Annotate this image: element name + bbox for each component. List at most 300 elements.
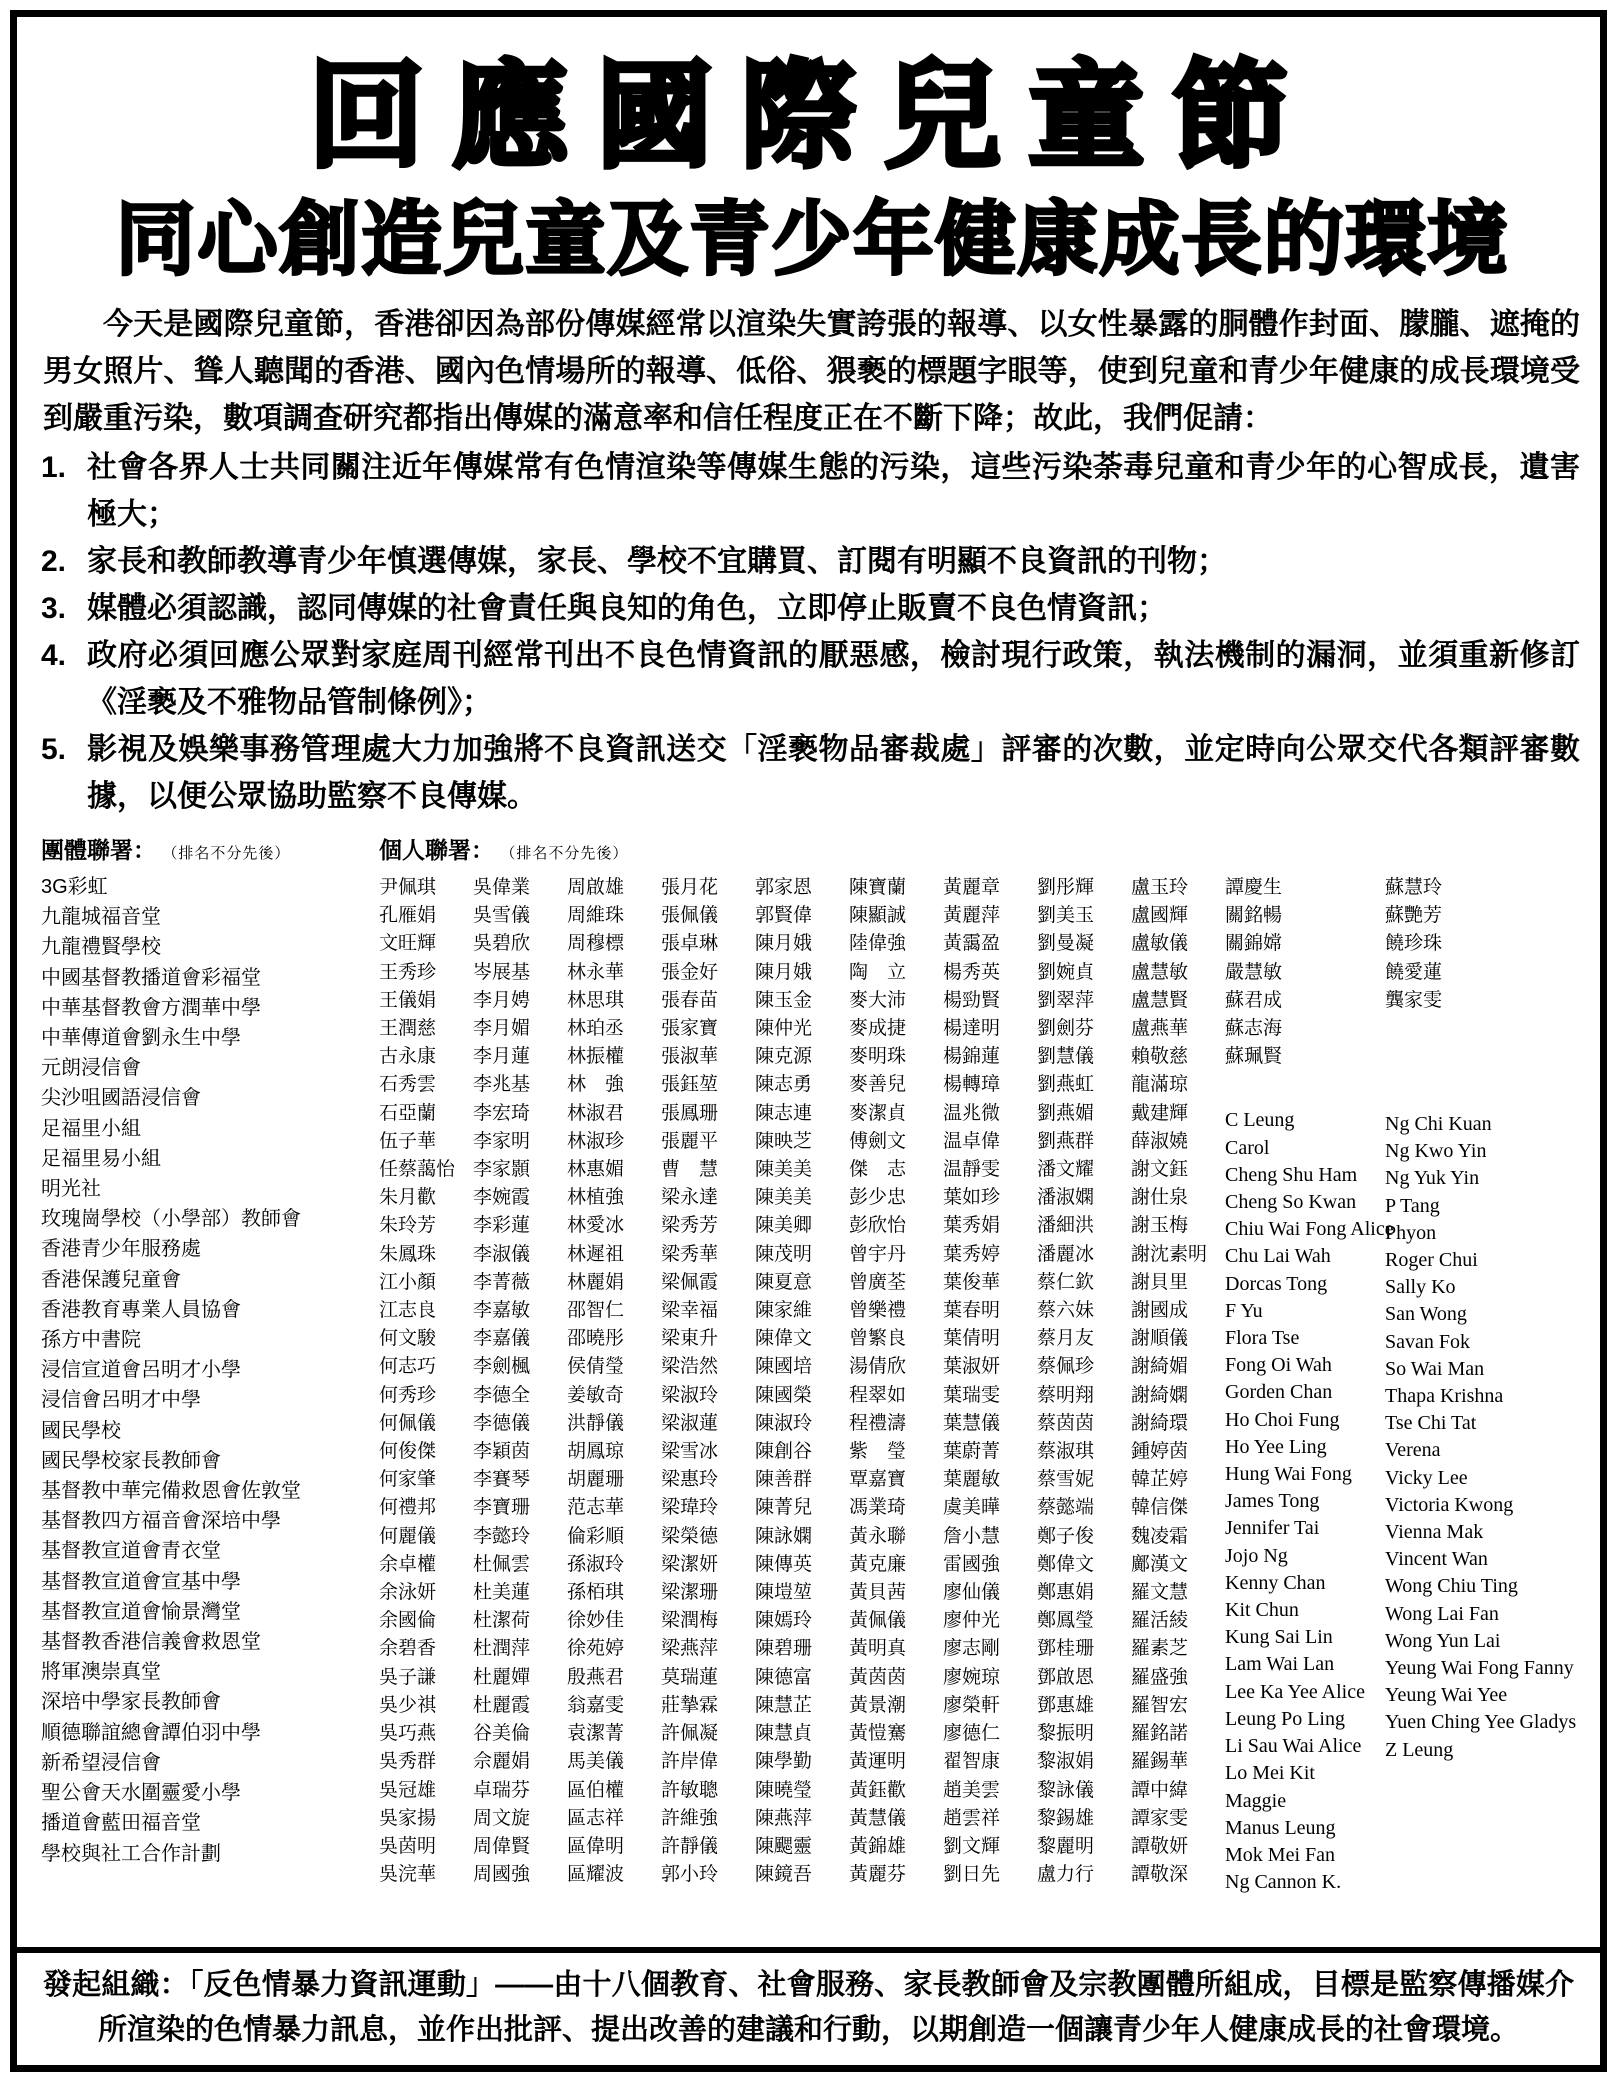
signatory-name: 鄭子俊	[1037, 1525, 1095, 1547]
signatory-name: 劉美玉	[1037, 905, 1095, 927]
organization-name: 國民學校家長教師會	[41, 1449, 221, 1472]
signatory-name: 杜佩雲	[473, 1553, 531, 1575]
signatory-name: 孫淑玲	[567, 1553, 625, 1575]
signatory-name: 蘇志海	[1225, 1018, 1283, 1040]
signatory-name: 鄭鳳瑩	[1037, 1610, 1095, 1632]
demand-item	[41, 538, 1584, 585]
signatory-name: 李嘉敏	[473, 1300, 531, 1322]
demand-number: 4.	[41, 639, 67, 672]
organization-name: 播道會藍田福音堂	[41, 1812, 201, 1835]
signatory-name: 尹佩琪	[379, 877, 437, 898]
signatory-name: 鄧惠雄	[1037, 1694, 1095, 1716]
signatory-name: Yeung Wai Yee	[1385, 1684, 1508, 1707]
signatory-name: 陳創谷	[755, 1441, 813, 1463]
signatory-name: 佘麗娟	[473, 1751, 531, 1773]
signatory-name: 吳秀群	[379, 1751, 437, 1773]
signatory-name: 李家顥	[473, 1159, 531, 1181]
signatory-name: 程翠如	[849, 1384, 907, 1406]
signatory-name: 魏凌霜	[1131, 1525, 1189, 1547]
signatory-name: 黃麗章	[943, 877, 1001, 898]
organization-name: 香港青少年服務處	[41, 1238, 201, 1261]
column-gap	[1225, 1071, 1385, 1107]
signature-column	[1385, 874, 1589, 1896]
signatory-name: 王秀珍	[379, 961, 437, 983]
signatory-name: 徐妙佳	[567, 1610, 625, 1632]
signatory-name: 李月蓮	[473, 1046, 531, 1068]
signatory-name: 林思琪	[567, 989, 625, 1011]
signatory-name: Chu Lai Wah	[1225, 1245, 1331, 1268]
signatory-name: 李寶珊	[473, 1497, 531, 1519]
signatory-name: 黃愷騫	[849, 1723, 907, 1745]
demand-text: 社會各界人士共同關注近年傳媒常有色情渲染等傳媒生態的污染，這些污染荼毒兒童和青少年的心智成長，遺害極大；	[87, 451, 1580, 531]
signatory-name: 黃茵茵	[849, 1666, 907, 1688]
signatory-name: 謝文鈺	[1131, 1159, 1189, 1181]
signatory-name: 胡麗珊	[567, 1469, 625, 1491]
signatory-name: 倫彩順	[567, 1525, 625, 1547]
signatory-name: 李月娉	[473, 989, 531, 1011]
signatory-name: Wong Lai Fan	[1385, 1602, 1499, 1625]
signatory-name: 葉秀婷	[943, 1243, 1001, 1265]
signatory-name: 林珀丞	[567, 1018, 625, 1040]
signatory-name: Vienna Mak	[1385, 1521, 1484, 1544]
organization-name: 3G彩虹	[41, 876, 108, 898]
signatory-name: 羅智宏	[1131, 1694, 1189, 1716]
demand-number: 3.	[41, 592, 67, 625]
signatory-name: 黃佩儀	[849, 1610, 907, 1632]
signatory-name: 韓信傑	[1131, 1497, 1189, 1519]
signatory-name: 李菁薇	[473, 1271, 531, 1293]
signatory-name: Wong Yun Lai	[1385, 1629, 1501, 1652]
signatory-name: 林遲祖	[567, 1243, 625, 1265]
signatory-name: 李懿玲	[473, 1525, 531, 1547]
organization-name: 基督教中華完備救恩會佐敦堂	[41, 1480, 301, 1503]
signatory-name: 譚家雯	[1131, 1807, 1189, 1829]
main-title: 回應國際兒童節	[308, 51, 1317, 181]
signatory-name: 廖志剛	[943, 1638, 1001, 1660]
signatory-name: 周穆標	[567, 933, 625, 955]
signatory-name: 陳嫣玲	[755, 1610, 813, 1632]
signatory-name: 陳美美	[755, 1159, 813, 1181]
signatory-name: 朱玲芳	[379, 1215, 437, 1237]
signatory-name: Vicky Lee	[1385, 1466, 1468, 1489]
signatory-name: 梁淑蓮	[661, 1412, 719, 1434]
signatory-name: 陳國榮	[755, 1384, 813, 1406]
demand-text: 影視及娛樂事務管理處大力加強將不良資訊送交「淫褻物品審裁處」評審的次數，並定時向公眾交代各類評審數據，以便公眾協助監察不良傳媒。	[87, 733, 1580, 813]
signatory-name: 殷燕君	[567, 1666, 625, 1688]
signatory-name: 范志華	[567, 1497, 625, 1519]
signatory-name: 羅素芝	[1131, 1638, 1189, 1660]
signature-column	[1037, 874, 1131, 1896]
signatory-name: Jennifer Tai	[1225, 1517, 1320, 1540]
signatory-name: 李淑儀	[473, 1243, 531, 1265]
signatory-name: 李劍楓	[473, 1356, 531, 1378]
signatory-name: 賴敬慈	[1131, 1046, 1189, 1068]
signatory-name: 陳國培	[755, 1356, 813, 1378]
signatory-name: 徐苑婷	[567, 1638, 625, 1660]
signature-column	[567, 874, 661, 1896]
demand-item	[41, 726, 1584, 820]
signatory-name: 岑展基	[473, 961, 531, 983]
signatory-name: 盧慧敏	[1131, 961, 1189, 983]
signatory-name: 劉燕媚	[1037, 1102, 1095, 1124]
signatory-name: Cheng So Kwan	[1225, 1191, 1357, 1214]
signatory-name: 侯倩瑩	[567, 1356, 625, 1378]
signatory-name: 梁秀芳	[661, 1215, 719, 1237]
signatory-name: 卓瑞芬	[473, 1779, 531, 1801]
organization-name: 基督教宣道會青衣堂	[41, 1540, 221, 1563]
signatory-name: 陸偉強	[849, 933, 907, 955]
signatory-name: 羅盛強	[1131, 1666, 1189, 1688]
signatory-name: 湯倩欣	[849, 1356, 907, 1378]
signatory-name: 許岸偉	[661, 1751, 719, 1773]
signatory-name: 陳志勇	[755, 1074, 813, 1096]
signatory-name: 陳美美	[755, 1187, 813, 1209]
signatory-name: 袁潔菁	[567, 1723, 625, 1745]
organization-name: 深培中學家長教師會	[41, 1691, 221, 1714]
signatory-name: 吳雪儀	[473, 905, 531, 927]
signatory-name: 謝綺媚	[1131, 1356, 1189, 1378]
signatory-name: 陳家維	[755, 1300, 813, 1322]
signatory-name: 何麗儀	[379, 1525, 437, 1547]
signatory-name: 廖仙儀	[943, 1582, 1001, 1604]
signatory-name: 黃慧儀	[849, 1807, 907, 1829]
signatory-name: 郭家恩	[755, 877, 813, 898]
signatory-name: 李兆基	[473, 1074, 531, 1096]
signatory-name: 林植強	[567, 1187, 625, 1209]
signatory-name: Yeung Wai Fong Fanny	[1385, 1657, 1574, 1680]
column-gap	[1385, 1015, 1589, 1111]
signatory-name: 薛淑嬈	[1131, 1130, 1189, 1152]
signatory-name: 杜美蓮	[473, 1582, 531, 1604]
demand-item	[41, 585, 1584, 632]
signatory-name: 蔡淑琪	[1037, 1441, 1095, 1463]
signatory-name: San Wong	[1385, 1303, 1467, 1326]
signatory-name: Wong Chiu Ting	[1385, 1575, 1518, 1598]
signatory-name: 黃麗芬	[849, 1864, 907, 1886]
signatory-name: 雷國強	[943, 1553, 1001, 1575]
signatory-name: 陳玉金	[755, 989, 813, 1011]
signatory-name: Leung Po Ling	[1225, 1707, 1345, 1730]
individual-signatures-title: 個人聯署：	[379, 837, 494, 863]
individual-signatures-heading	[379, 834, 1584, 870]
signatory-name: 傑 志	[849, 1159, 907, 1181]
signatory-name: Ho Choi Fung	[1225, 1408, 1340, 1431]
signatory-name: 區志祥	[567, 1807, 625, 1829]
signatory-name: 李月媚	[473, 1018, 531, 1040]
signatory-name: Lo Mei Kit	[1225, 1762, 1315, 1785]
signatures-section	[41, 834, 1584, 1896]
signatory-name: 馮業琦	[849, 1497, 907, 1519]
signatory-name: 蔡雪妮	[1037, 1469, 1095, 1491]
signatory-name: 蘇艷芳	[1385, 905, 1443, 927]
signatory-name: 郭小玲	[661, 1864, 719, 1886]
signatory-name: 梁浩然	[661, 1356, 719, 1378]
signatory-name: 謝沈素明	[1131, 1243, 1208, 1265]
signatory-name: 麥善兒	[849, 1074, 907, 1096]
signatory-name: 梁東升	[661, 1328, 719, 1350]
signatory-name: Lee Ka Yee Alice	[1225, 1680, 1365, 1703]
demand-number: 2.	[41, 545, 67, 578]
signatory-name: 盧國輝	[1131, 905, 1189, 927]
signatory-name: 葉淑妍	[943, 1356, 1001, 1378]
signatory-name: 廖婉琼	[943, 1666, 1001, 1688]
signatory-name: 周國強	[473, 1864, 531, 1886]
organization-name: 中華傳道會劉永生中學	[41, 1027, 241, 1050]
signatory-name: 盧玉玲	[1131, 877, 1189, 898]
signatory-name: 林 強	[567, 1074, 625, 1096]
signatory-name: 楊錦蓮	[943, 1046, 1001, 1068]
signatory-name: 葉秀娟	[943, 1215, 1001, 1237]
signatory-name: So Wai Man	[1385, 1357, 1485, 1380]
signatory-name: 陳志連	[755, 1102, 813, 1124]
signatory-name: Li Sau Wai Alice	[1225, 1735, 1362, 1758]
signatory-name: 劉文輝	[943, 1835, 1001, 1857]
signatory-name: 温靜雯	[943, 1159, 1001, 1181]
signatory-name: 吳偉業	[473, 877, 531, 898]
signatory-name: 葉春明	[943, 1300, 1001, 1322]
signatory-name: 龍滿琼	[1131, 1074, 1189, 1096]
signatory-name: 何文駿	[379, 1328, 437, 1350]
signatory-name: 陳慧芷	[755, 1694, 813, 1716]
signatory-name: 陳塏堃	[755, 1582, 813, 1604]
signatory-name: Chiu Wai Fong Alice	[1225, 1218, 1394, 1241]
signatory-name: Kit Chun	[1225, 1599, 1299, 1622]
signatory-name: 張卓琳	[661, 933, 719, 955]
signatory-name: 鄭惠娟	[1037, 1582, 1095, 1604]
signatory-name: 伍子華	[379, 1130, 437, 1152]
signatory-name: 陳仲光	[755, 1018, 813, 1040]
signatory-name: 謝國成	[1131, 1300, 1189, 1322]
signatory-name: 蘇珮賢	[1225, 1046, 1283, 1068]
organization-name: 元朗浸信會	[41, 1057, 141, 1080]
signatory-name: 劉婉貞	[1037, 961, 1095, 983]
signatory-name: 葉慧儀	[943, 1412, 1001, 1434]
group-signatures-block	[41, 834, 379, 1896]
signatory-name: Manus Leung	[1225, 1816, 1336, 1839]
organization-name: 將軍澳崇真堂	[41, 1661, 161, 1684]
signatory-name: 龔家雯	[1385, 989, 1443, 1011]
signatory-name: 劉翠萍	[1037, 989, 1095, 1011]
signatory-name: 梁榮德	[661, 1525, 719, 1547]
signatory-name: 區偉明	[567, 1835, 625, 1857]
signatory-name: 李家明	[473, 1130, 531, 1152]
signatory-name: 蔡茵茵	[1037, 1412, 1095, 1434]
signature-column	[473, 874, 567, 1896]
signatory-name: 莫瑞蓮	[661, 1666, 719, 1688]
signatory-name: 孫栢琪	[567, 1582, 625, 1604]
signatory-name: 麥明珠	[849, 1046, 907, 1068]
organization-name: 孫方中書院	[41, 1329, 141, 1352]
signatory-name: 梁雪冰	[661, 1441, 719, 1463]
signatory-name: 林麗娟	[567, 1271, 625, 1293]
signatory-name: Victoria Kwong	[1385, 1493, 1514, 1516]
signatory-name: 余泳妍	[379, 1582, 437, 1604]
signatory-name: 關錦嫦	[1225, 933, 1283, 955]
signatory-name: F Yu	[1225, 1299, 1263, 1322]
signatory-name: 梁淑玲	[661, 1384, 719, 1406]
signatory-name: 谷美倫	[473, 1723, 531, 1745]
signatory-name: Z Leung	[1385, 1738, 1454, 1761]
signatory-name: 周啟雄	[567, 877, 625, 898]
organization-name: 新希望浸信會	[41, 1751, 161, 1774]
signatory-name: 梁潔珊	[661, 1582, 719, 1604]
signatory-name: 曾廣荃	[849, 1271, 907, 1293]
signatory-name: 劉劍芬	[1037, 1018, 1095, 1040]
signatory-name: 馬美儀	[567, 1751, 625, 1773]
signatory-name: 黃克廉	[849, 1553, 907, 1575]
signatory-name: 張春苗	[661, 989, 719, 1011]
signatory-name: 區伯權	[567, 1779, 625, 1801]
intro-paragraph: 今天是國際兒童節，香港卻因為部份傳媒經常以渲染失實誇張的報導、以女性暴露的胴體作封面、朦朧、遮掩的男女照片、聳人聽聞的香港、國內色情場所的報導、低俗、猥褻的標題字眼等，使到兒童和青少年健康的成長環境受到嚴重污染，數項調查研究都指出傳媒的滿意率和信任程度正在不斷下降；故此，我們促請：	[43, 308, 1580, 435]
signatory-name: 彭欣怡	[849, 1215, 907, 1237]
signatory-name: 詹小慧	[943, 1525, 1001, 1547]
signatory-name: 趙美雲	[943, 1779, 1001, 1801]
signatory-name: 蘇君成	[1225, 989, 1283, 1011]
signatory-name: 文旺輝	[379, 933, 437, 955]
organization-name: 基督教宣道會愉景灣堂	[41, 1600, 241, 1623]
signatory-name: 嚴慧敏	[1225, 961, 1283, 983]
signatory-name: 梁潔妍	[661, 1553, 719, 1575]
signatory-name: 林惠媚	[567, 1159, 625, 1181]
signatory-name: 李彩蓮	[473, 1215, 531, 1237]
signatory-name: 饒珍珠	[1385, 933, 1443, 955]
signatory-name: 潘文耀	[1037, 1159, 1095, 1181]
signatory-name: 周偉賢	[473, 1835, 531, 1857]
signatory-name: 虞美曄	[943, 1497, 1001, 1519]
signatory-name: 程禮濤	[849, 1412, 907, 1434]
signatory-name: 張麗平	[661, 1130, 719, 1152]
signatory-name: 許敏聰	[661, 1779, 719, 1801]
signatory-name: 黃錦雄	[849, 1835, 907, 1857]
signatory-name: Dorcas Tong	[1225, 1272, 1328, 1295]
signatory-name: Kung Sai Lin	[1225, 1626, 1333, 1649]
signatory-name: 曾宇丹	[849, 1243, 907, 1265]
signatory-name: 譚敬妍	[1131, 1835, 1189, 1857]
organization-name: 香港教育專業人員協會	[41, 1298, 241, 1321]
signatory-name: 楊勁賢	[943, 989, 1001, 1011]
signatory-name: 盧敏儀	[1131, 933, 1189, 955]
signatory-name: 胡鳳琼	[567, 1441, 625, 1463]
signatory-name: 張鳳珊	[661, 1102, 719, 1124]
signatory-name: 蔡月友	[1037, 1328, 1095, 1350]
organization-name: 國民學校	[41, 1419, 121, 1442]
signatory-name: 鄧啟恩	[1037, 1666, 1095, 1688]
signatory-name: 陳慧貞	[755, 1723, 813, 1745]
signatory-name: 吳子謙	[379, 1666, 437, 1688]
signatory-name: 朱月歡	[379, 1187, 437, 1209]
signatory-name: 陳鏡吾	[755, 1864, 813, 1886]
signatory-name: 梁潤梅	[661, 1610, 719, 1632]
signatory-name: 李德全	[473, 1384, 531, 1406]
signatory-name: 張金好	[661, 961, 719, 983]
signatory-name: 陳月娥	[755, 961, 813, 983]
signatory-name: 吳浣華	[379, 1864, 437, 1886]
signatory-name: 黃明真	[849, 1638, 907, 1660]
demand-text: 政府必須回應公眾對家庭周刊經常刊出不良色情資訊的厭惡感，檢討現行政策，執法機制的漏洞，並須重新修訂《淫褻及不雅物品管制條例》；	[87, 639, 1580, 719]
signature-column	[661, 874, 755, 1896]
signatory-name: 陶 立	[849, 961, 907, 983]
signatory-name: 林振權	[567, 1046, 625, 1068]
signatory-name: 杜潤萍	[473, 1638, 531, 1660]
demand-number: 1.	[41, 451, 67, 484]
signatory-name: 廖榮軒	[943, 1694, 1001, 1716]
signatory-name: 余國倫	[379, 1610, 437, 1632]
organization-name: 聖公會天水圍靈愛小學	[41, 1782, 241, 1805]
signatory-name: 趙雲祥	[943, 1807, 1001, 1829]
signatory-name: Ng Yuk Yin	[1385, 1167, 1480, 1190]
signatory-name: 杜麗霞	[473, 1694, 531, 1716]
signatory-name: 何佩儀	[379, 1412, 437, 1434]
signatory-name: 黎錫雄	[1037, 1807, 1095, 1829]
signatory-name: 王潤慈	[379, 1018, 437, 1040]
signatory-name: Ng Kwo Yin	[1385, 1140, 1487, 1163]
signatory-name: 孔雁娟	[379, 905, 437, 927]
organization-name: 浸信會呂明才中學	[41, 1389, 201, 1412]
signatory-name: 黃麗萍	[943, 905, 1001, 927]
signatory-name: 劉曼凝	[1037, 933, 1095, 955]
signatory-name: 李婉霞	[473, 1187, 531, 1209]
signatory-name: 葉蔚菁	[943, 1441, 1001, 1463]
signatory-name: 蔡明翔	[1037, 1384, 1095, 1406]
signatory-name: Savan Fok	[1385, 1330, 1470, 1353]
signature-column	[1131, 874, 1225, 1896]
organization-name: 足福里易小組	[41, 1147, 161, 1170]
signatory-name: 陳淑玲	[755, 1412, 813, 1434]
signatory-name: 曾樂禮	[849, 1300, 907, 1322]
signatory-name: 譚敬深	[1131, 1864, 1189, 1886]
organization-name: 順德聯誼總會譚伯羽中學	[41, 1721, 261, 1744]
organization-name: 明光社	[41, 1178, 101, 1201]
signatory-name: 林永華	[567, 961, 625, 983]
signatory-name: 黃貝茜	[849, 1582, 907, 1604]
signatory-name: 黎詠儀	[1037, 1779, 1095, 1801]
signatory-name: 陳月娥	[755, 933, 813, 955]
signatory-name: 林淑珍	[567, 1130, 625, 1152]
signatory-name: 陳美卿	[755, 1215, 813, 1237]
signatory-name: 戴建輝	[1131, 1102, 1189, 1124]
signatory-name: 張鈺堃	[661, 1074, 719, 1096]
signatory-name: 盧慧賢	[1131, 989, 1189, 1011]
signatory-name: 潘麗冰	[1037, 1243, 1095, 1265]
signatory-name: Ng Chi Kuan	[1385, 1113, 1492, 1136]
signatory-name: 羅銘諾	[1131, 1723, 1189, 1745]
page-frame	[10, 10, 1607, 2072]
signatory-name: Mok Mei Fan	[1225, 1843, 1335, 1866]
signatory-name: 盧燕華	[1131, 1018, 1189, 1040]
signatory-name: 麥大沛	[849, 989, 907, 1011]
organization-name: 香港保護兒童會	[41, 1268, 181, 1291]
signatory-name: 陳碧珊	[755, 1638, 813, 1660]
organization-name: 尖沙咀國語浸信會	[41, 1087, 201, 1110]
organization-name: 足福里小組	[41, 1117, 141, 1140]
signatory-name: 何俊傑	[379, 1441, 437, 1463]
signatory-name: 梁惠玲	[661, 1469, 719, 1491]
signatory-name: 梁佩霞	[661, 1271, 719, 1293]
signatory-name: 温卓偉	[943, 1130, 1001, 1152]
signatory-name: 葉如珍	[943, 1187, 1001, 1209]
signatory-name: P Tang	[1385, 1194, 1440, 1217]
signatory-name: 盧力行	[1037, 1864, 1095, 1886]
signatory-name: 張佩儀	[661, 905, 719, 927]
signatory-name: 陳映芝	[755, 1130, 813, 1152]
signatory-name: 温兆微	[943, 1102, 1001, 1124]
signatory-name: 廖德仁	[943, 1723, 1001, 1745]
signatory-name: 余卓權	[379, 1553, 437, 1575]
signatory-name: 羅文慧	[1131, 1582, 1189, 1604]
organization-name: 九龍城福音堂	[41, 906, 161, 929]
signatory-name: 謝仕泉	[1131, 1187, 1189, 1209]
signatory-name: 梁燕萍	[661, 1638, 719, 1660]
